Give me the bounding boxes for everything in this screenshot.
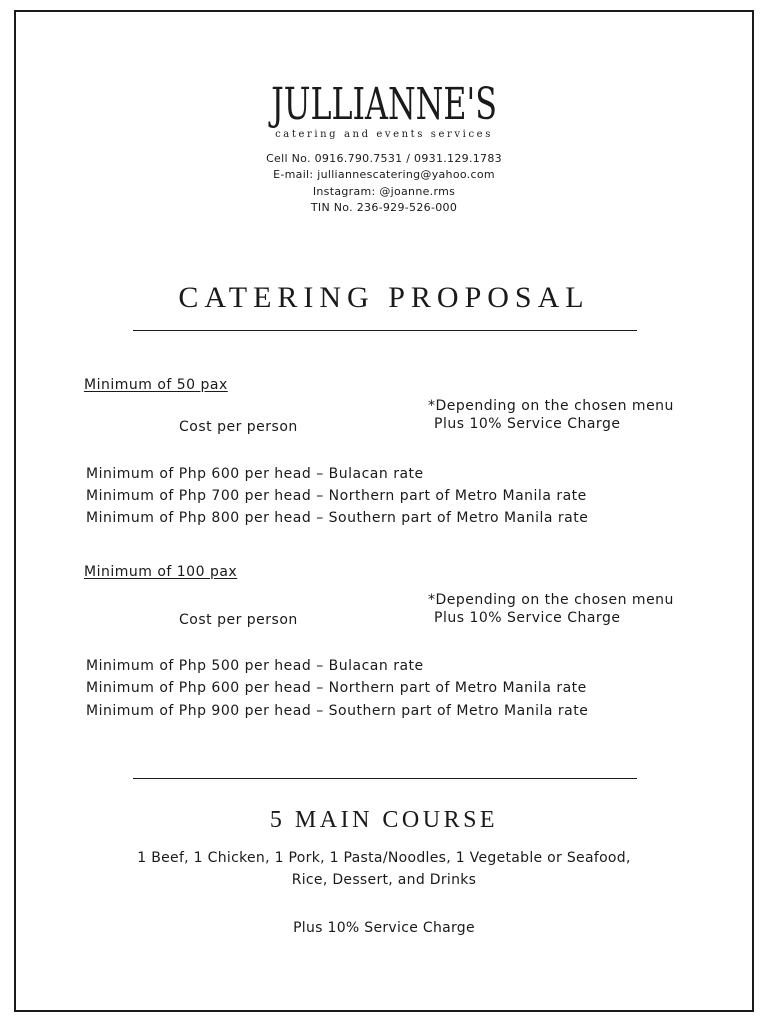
menu-note: *Depending on the chosen menu (428, 398, 674, 414)
rate-line: Minimum of Php 600 per head – Northern part of Metro Manila rate (86, 680, 587, 696)
service-charge-note: Plus 10% Service Charge (434, 610, 621, 626)
divider (133, 330, 637, 331)
rate-line: Minimum of Php 800 per head – Southern part of Metro Manila rate (86, 510, 589, 526)
contact-cell: Cell No. 0916.790.7531 / 0931.129.1783 (266, 152, 502, 165)
rate-line: Minimum of Php 900 per head – Southern part of Metro Manila rate (86, 703, 589, 719)
package-heading: Minimum of 100 pax (84, 564, 238, 580)
package-heading: Minimum of 50 pax (84, 377, 228, 393)
menu-note: *Depending on the chosen menu (428, 592, 674, 608)
cost-label: Cost per person (179, 419, 298, 435)
rate-line: Minimum of Php 600 per head – Bulacan rate (86, 466, 424, 482)
brand-name: JULLIANNE'S (271, 79, 497, 130)
brand-tagline: catering and events services (275, 129, 493, 140)
rate-line: Minimum of Php 700 per head – Northern part of Metro Manila rate (86, 488, 587, 504)
main-course-service-charge: Plus 10% Service Charge (293, 920, 475, 936)
divider (133, 778, 637, 779)
rate-line: Minimum of Php 500 per head – Bulacan rate (86, 658, 424, 674)
contact-instagram: Instagram: @joanne.rms (312, 185, 456, 198)
main-course-items: 1 Beef, 1 Chicken, 1 Pork, 1 Pasta/Noodles, 1 Vegetable or Seafood, (137, 850, 631, 866)
document-title: CATERING PROPOSAL (178, 281, 590, 314)
cost-label: Cost per person (179, 612, 298, 628)
service-charge-note: Plus 10% Service Charge (434, 416, 621, 432)
main-course-title: 5 MAIN COURSE (269, 807, 499, 833)
contact-tin: TIN No. 236-929-526-000 (310, 201, 458, 214)
main-course-items: Rice, Dessert, and Drinks (291, 872, 477, 888)
contact-email: E-mail: julliannescatering@yahoo.com (273, 168, 495, 181)
